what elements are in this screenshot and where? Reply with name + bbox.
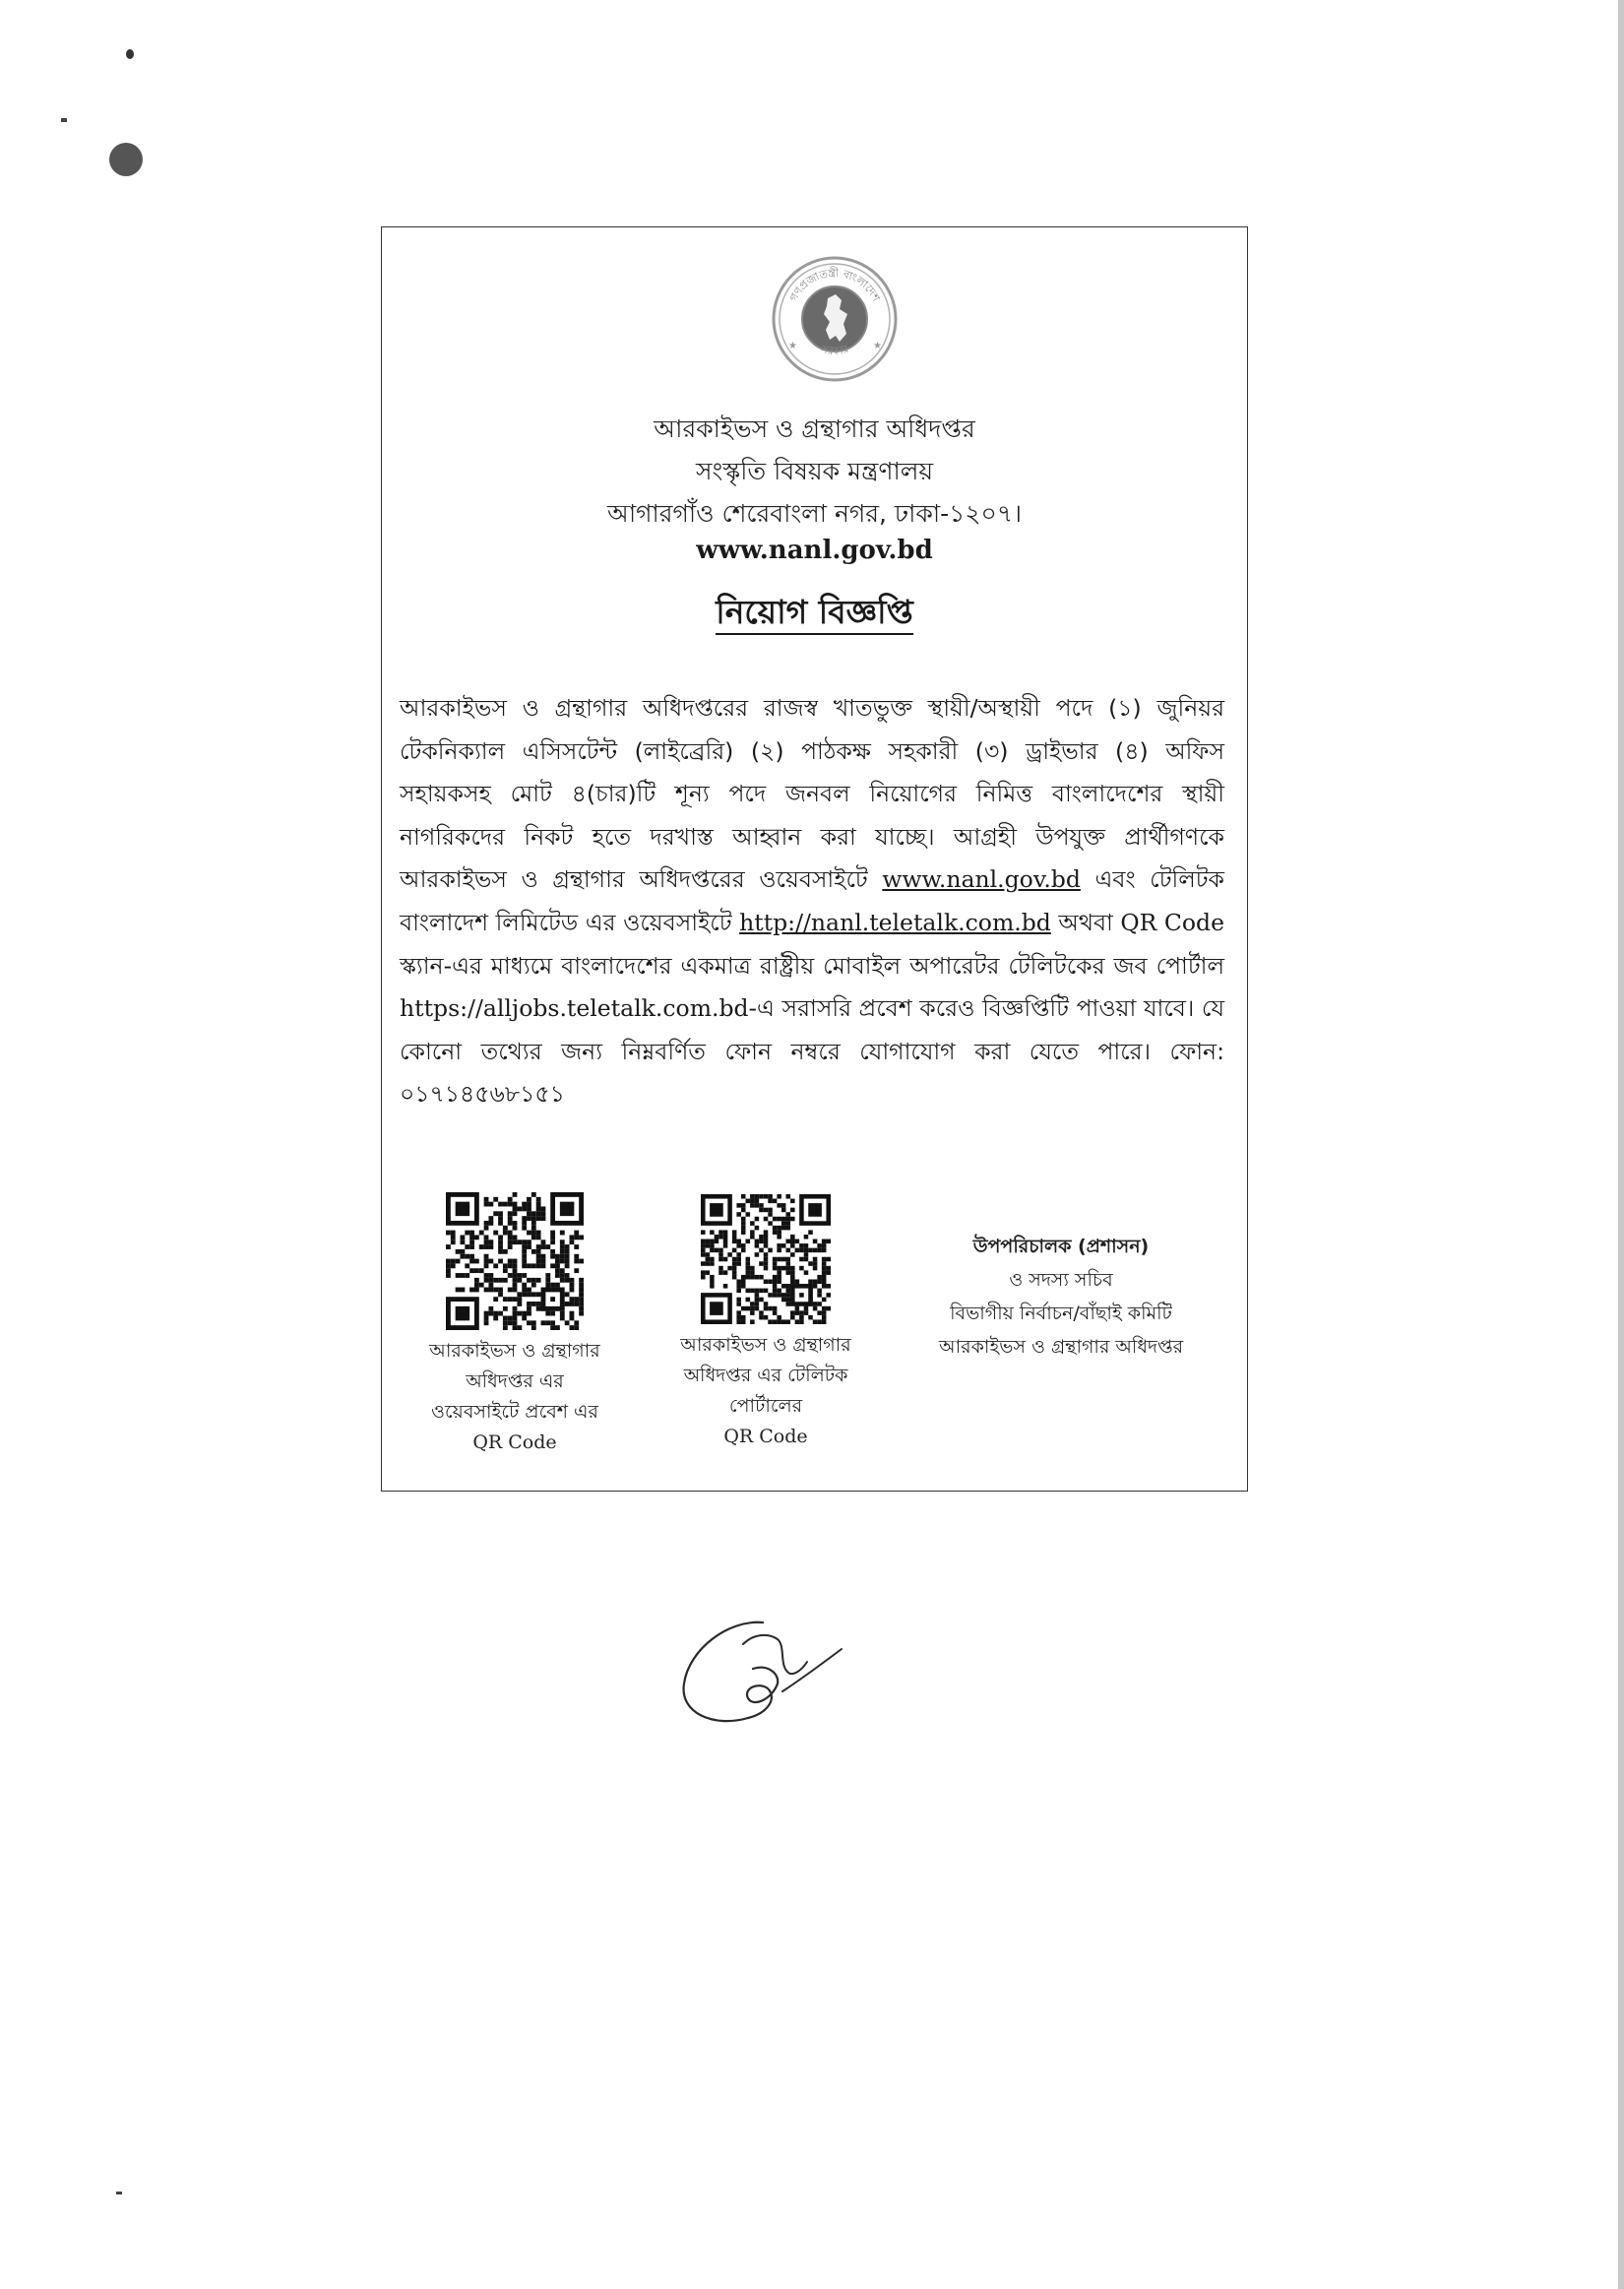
scan-edge-shadow	[1618, 0, 1624, 2289]
qr-caption-line: অধিদপ্তর এর	[466, 1370, 564, 1392]
qr-caption-line: ওয়েবসাইটে প্রবেশ এর	[431, 1401, 598, 1423]
svg-text:সরকার: সরকার	[819, 342, 850, 358]
notice-title	[382, 587, 1247, 642]
notice-box	[381, 226, 1248, 1492]
qr-block-teletalk	[657, 1194, 874, 1452]
qr-caption	[657, 1330, 874, 1452]
scan-speck	[126, 49, 134, 59]
website-link[interactable]: www.nanl.gov.bd	[882, 865, 1081, 894]
officer-office: আরকাইভস ও গ্রন্থাগার অধিদপ্তর	[938, 1336, 1184, 1358]
notice-body-part: আরকাইভস ও গ্রন্থাগার অধিদপ্তরের রাজস্ব খাতভুক্ত স্থায়ী/অস্থায়ী পদে (১) জুনিয়র টেকনিক্যাল এসিসটেন্ট (লাইব্রেরি) (২) পাঠকক্ষ সহকারী (৩) ড্রাইভার (৪) অফিস সহায়কসহ মোট ৪(চার)টি শূন্য পদে জনবল নিয়োগের নিমিত্ত বাংলাদেশের স্থায়ী নাগরিকদের নিকট হতে দরখাস্ত আহ্বান করা যাচ্ছে। আগ্রহী উপযুক্ত প্রার্থীগণকে আরকাইভস ও গ্রন্থাগার অধিদপ্তরের ওয়েবসাইটে	[400, 694, 1224, 894]
qr-caption-line: পোর্টালের	[728, 1395, 803, 1417]
officer-signature-block	[894, 1230, 1228, 1364]
organization-website[interactable]: www.nanl.gov.bd	[696, 536, 933, 565]
scan-speck	[116, 2192, 122, 2194]
notice-body-part: স্ক্যান-এর মাধ্যমে বাংলাদেশের একমাত্র রাষ্ট্রীয় মোবাইল অপারেটর টেলিটকের জব পোর্টাল	[400, 951, 1224, 980]
officer-role: ও সদস্য সচিব	[1009, 1269, 1113, 1291]
qr-block-website	[402, 1192, 628, 1458]
punch-hole-icon	[109, 143, 143, 176]
svg-text:★: ★	[873, 341, 882, 351]
notice-title-text: নিয়োগ বিজ্ঞপ্তি	[716, 593, 912, 635]
notice-body-part: অথবা	[1050, 908, 1121, 936]
svg-text:★: ★	[788, 341, 797, 351]
qr-caption-line: অধিদপ্তর এর টেলিটক	[683, 1365, 848, 1386]
ministry-name: সংস্কৃতি বিষয়ক মন্ত্রণালয়	[695, 457, 934, 485]
notice-body-part: -এ সরাসরি প্রবেশ করেও বিজ্ঞপ্তিটি পাওয়া যাবে। যে কোনো তথ্যের জন্য নিম্নবর্ণিত ফোন নম্বরে যোগাযোগ করা যেতে পারে। ফোন: ০১৭১৪৫৬৮১৫১	[400, 994, 1224, 1109]
svg-text:গণপ্রজাতন্ত্রী বাংলাদেশ: গণপ্রজাতন্ত্রী বাংলাদেশ	[786, 266, 883, 304]
organization-name: আরকাইভস ও গ্রন্থাগার অধিদপ্তর	[654, 414, 975, 443]
teletalk-portal-link[interactable]: http://nanl.teletalk.com.bd	[739, 908, 1051, 936]
officer-committee: বিভাগীয় নির্বাচন/বাঁছাই কমিটি	[950, 1303, 1172, 1324]
qr-caption-line: আরকাইভস ও গ্রন্থাগার	[680, 1334, 851, 1356]
qr-caption-line: আরকাইভস ও গ্রন্থাগার	[429, 1340, 600, 1362]
qr-code-icon[interactable]	[446, 1192, 584, 1330]
qr-code-icon[interactable]	[701, 1194, 831, 1324]
alljobs-portal-link[interactable]: https://alljobs.teletalk.com.bd	[400, 994, 749, 1023]
scan-speck	[61, 118, 67, 122]
handwritten-signature-icon	[669, 1605, 846, 1733]
qr-caption	[402, 1336, 628, 1458]
officer-designation: উপপরিচালক (প্রশাসন)	[972, 1236, 1150, 1257]
organization-address: আগারগাঁও শেরেবাংলা নগর, ঢাকা-১২০৭।	[606, 499, 1023, 528]
government-seal-icon	[771, 255, 899, 383]
qr-caption-line: QR Code	[472, 1431, 557, 1453]
notice-body	[400, 687, 1224, 1116]
notice-body-part: এবং টেলিটক বাংলাদেশ লিমিটেড এর ওয়েবসাইটে	[400, 865, 1224, 936]
qr-code-mention: QR Code	[1120, 908, 1225, 936]
qr-caption-line: QR Code	[723, 1426, 808, 1447]
